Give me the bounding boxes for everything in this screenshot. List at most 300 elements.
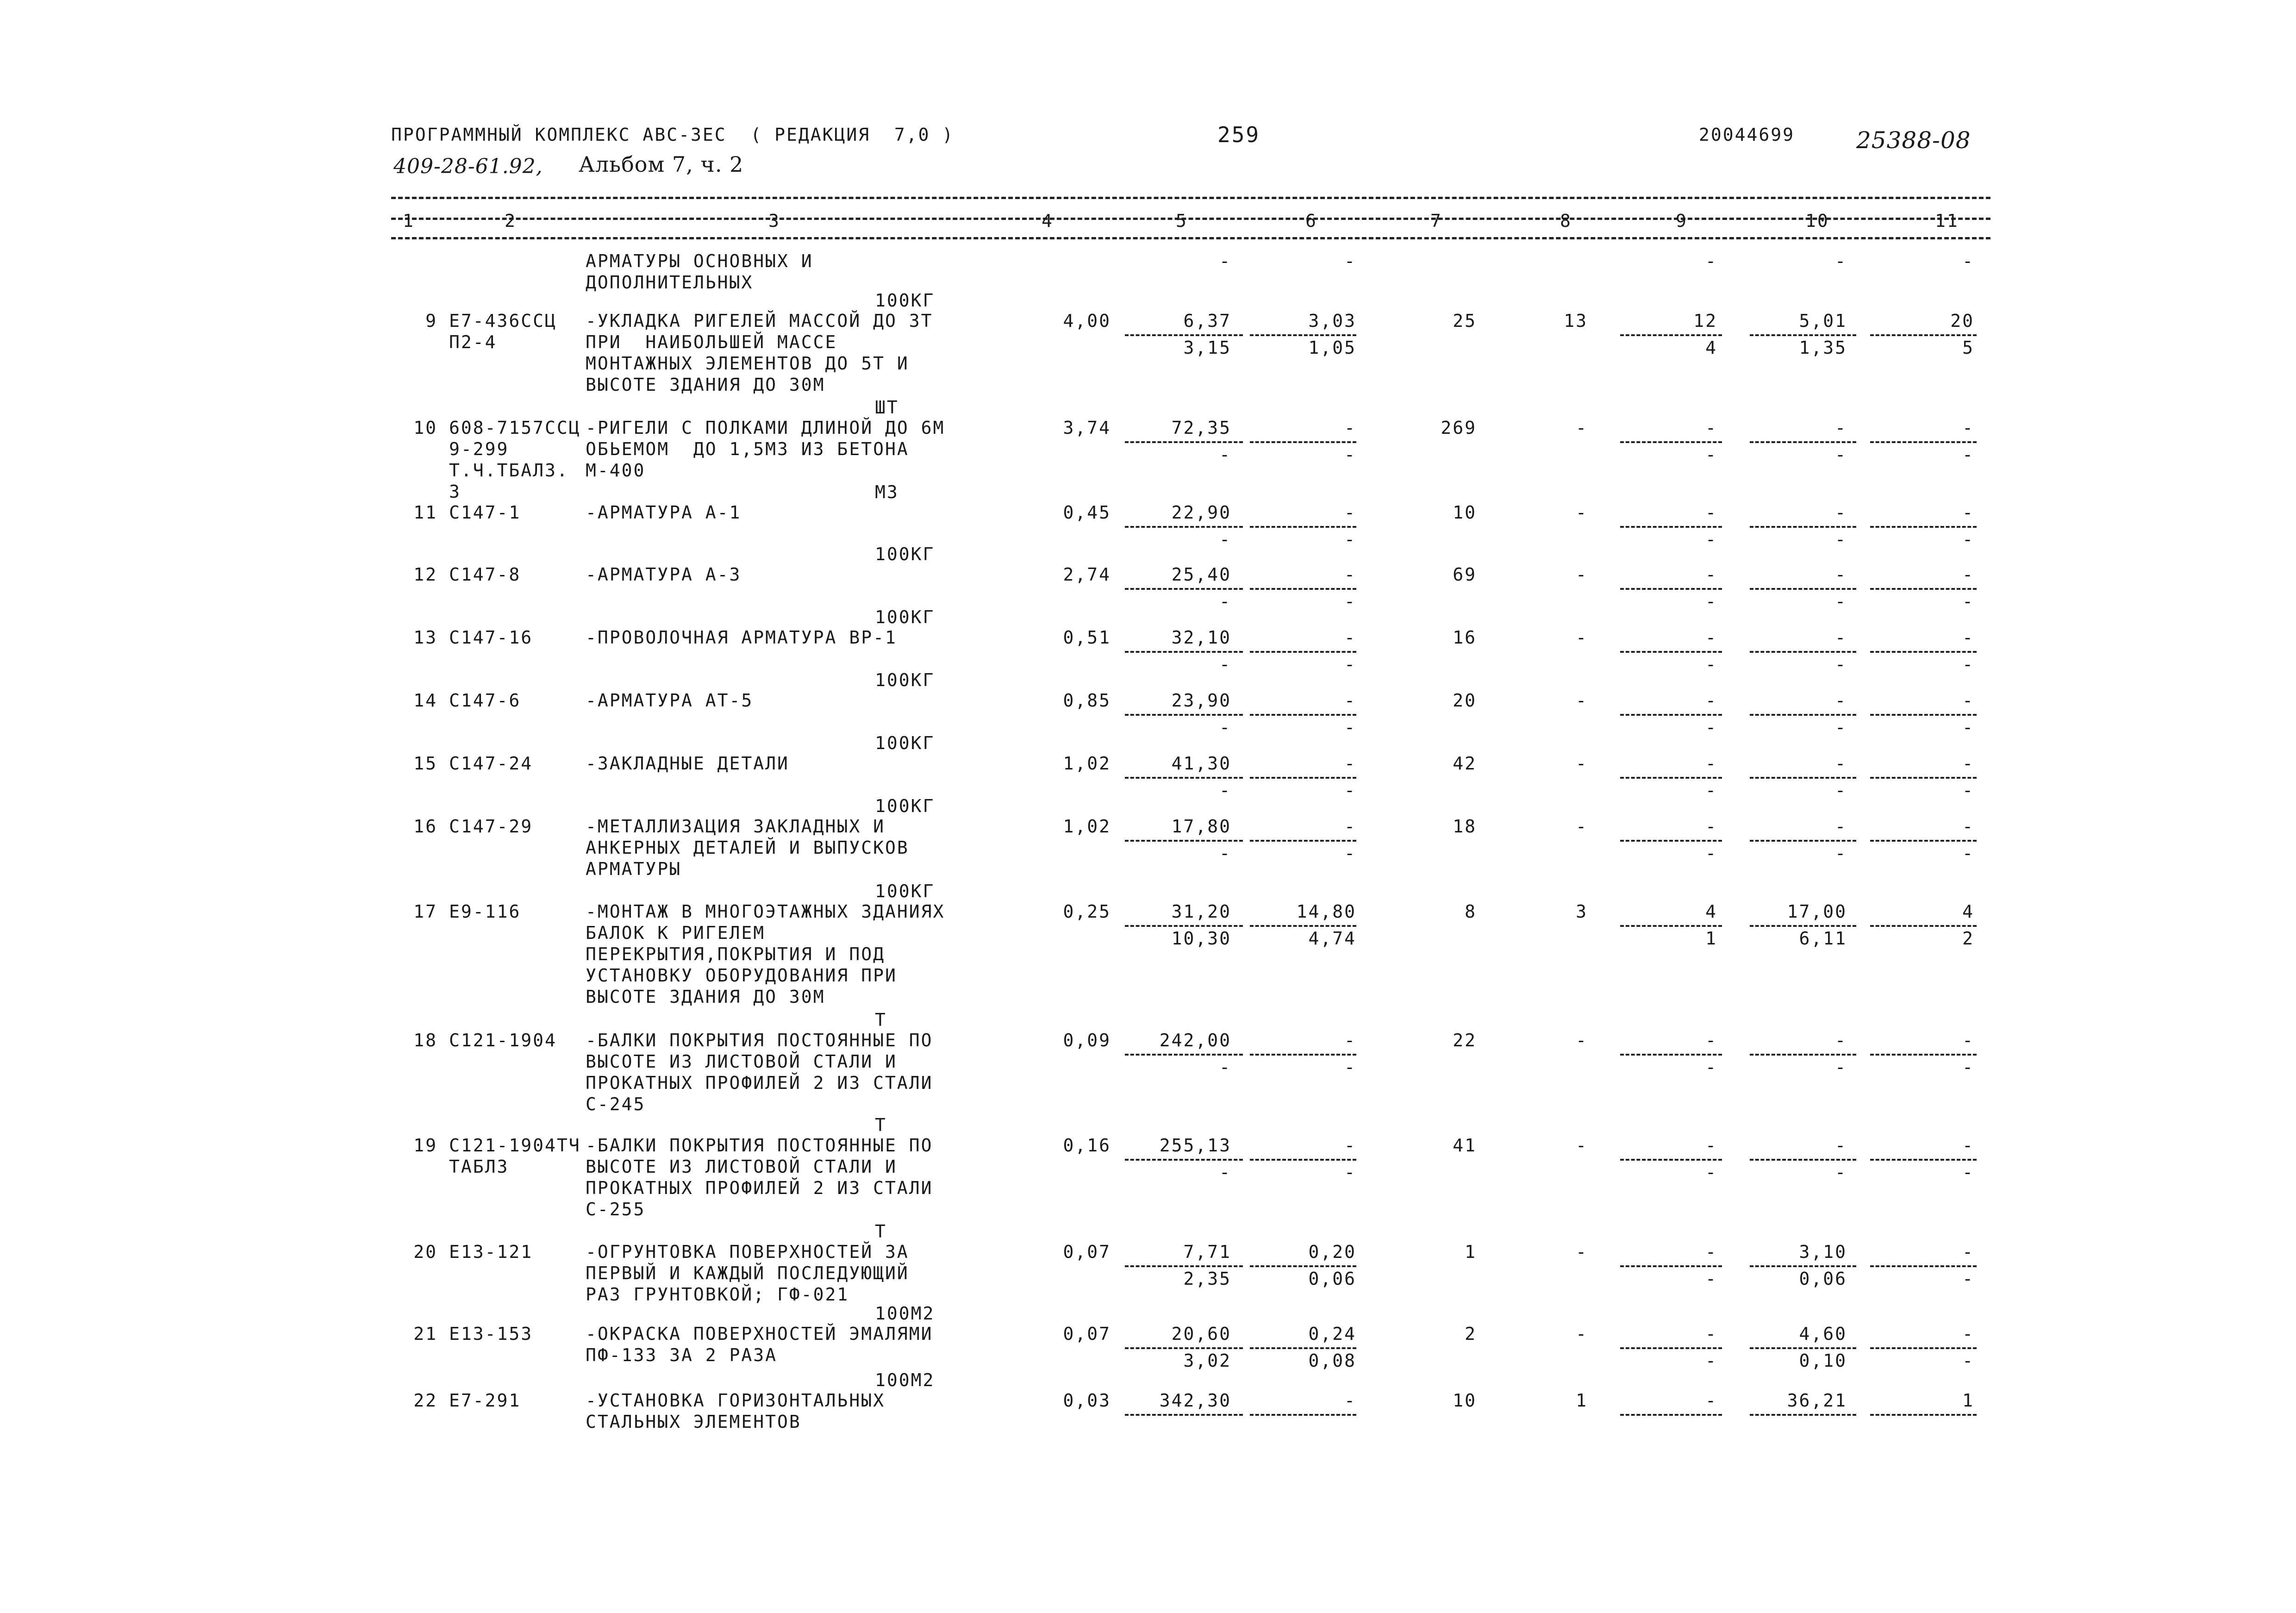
cell-col4: 0,85 <box>1063 690 1111 711</box>
cell-c10: 1,35 <box>1799 338 1847 358</box>
dashed-separator <box>1870 1054 1977 1056</box>
dashed-separator <box>1870 651 1977 653</box>
row-number: 9 <box>425 311 437 331</box>
dashed-separator <box>1620 334 1722 336</box>
norm-code: Е7-436ССЦ <box>449 311 557 331</box>
cell-c9: 4 <box>1705 901 1717 922</box>
cell-c9: - <box>1705 654 1717 675</box>
column-header: 2 <box>505 211 517 231</box>
description-line: -АРМАТУРА А-1 <box>586 502 742 523</box>
cell-col8: - <box>1576 1324 1588 1344</box>
cell-c11: - <box>1962 1135 1974 1156</box>
cell-c11: - <box>1962 1057 1974 1077</box>
dashed-separator <box>1125 1414 1243 1416</box>
dashed-separator <box>1620 1054 1722 1056</box>
cell-c10: - <box>1835 418 1847 438</box>
cell-c10: 0,10 <box>1799 1350 1847 1371</box>
dashed-separator <box>1620 441 1722 443</box>
cell-c10: - <box>1835 1162 1847 1182</box>
cell-c11: - <box>1962 753 1974 774</box>
page-number: 259 <box>1217 122 1260 147</box>
cell-c5: 22,90 <box>1171 502 1231 523</box>
cell-c6: - <box>1344 591 1356 612</box>
cell-col8: - <box>1576 502 1588 523</box>
column-header: 4 <box>1042 211 1054 231</box>
cell-c9: - <box>1705 690 1717 711</box>
description-line: М-400 <box>586 460 646 481</box>
cell-col4: 0,16 <box>1063 1135 1111 1156</box>
description-line: ОБЬЕМОМ ДО 1,5МЗ ИЗ БЕТОНА <box>586 439 909 459</box>
dashed-separator <box>1250 714 1356 716</box>
description-line: -МЕТАЛЛИЗАЦИЯ ЗАКЛАДНЫХ И <box>586 816 885 837</box>
dashed-separator <box>1125 1159 1243 1161</box>
cell-c9: - <box>1705 780 1717 800</box>
cell-c6: 14,80 <box>1296 901 1356 922</box>
dashed-separator <box>1750 1265 1856 1267</box>
cell-c5: - <box>1219 591 1231 612</box>
description-line: -УСТАНОВКА ГОРИЗОНТАЛЬНЫХ <box>586 1390 885 1411</box>
cell-c10: - <box>1835 1135 1847 1156</box>
cell-col7: 2 <box>1465 1324 1477 1344</box>
dashed-separator <box>1125 334 1243 336</box>
dashed-separator <box>1250 1414 1356 1416</box>
norm-code: Т.Ч.ТБАЛЗ. <box>449 460 569 481</box>
cell-c10: - <box>1835 444 1847 465</box>
unit-label: Т <box>875 1010 887 1030</box>
dashed-separator <box>1620 840 1722 842</box>
cell-c11: - <box>1962 843 1974 863</box>
header-bottom-rule <box>391 237 1990 239</box>
cell-c9: - <box>1705 251 1717 271</box>
dashed-separator <box>1250 526 1356 528</box>
description-line: С-245 <box>586 1094 646 1114</box>
dashed-separator <box>1750 1414 1856 1416</box>
dashed-separator <box>1870 840 1977 842</box>
cell-col8: - <box>1576 564 1588 585</box>
norm-code: С121-1904 <box>449 1030 557 1050</box>
cell-c9: - <box>1705 627 1717 648</box>
dashed-separator <box>1620 777 1722 779</box>
dashed-separator <box>1870 1159 1977 1161</box>
cell-c6: - <box>1344 1162 1356 1182</box>
dashed-separator <box>1620 588 1722 590</box>
cell-c10: - <box>1835 1057 1847 1077</box>
unit-label: 100КГ <box>875 881 935 901</box>
cell-col7: 69 <box>1453 564 1477 585</box>
cell-c5: 20,60 <box>1171 1324 1231 1344</box>
cell-c10: 5,01 <box>1799 311 1847 331</box>
cell-c10: 4,60 <box>1799 1324 1847 1344</box>
description-line: АНКЕРНЫХ ДЕТАЛЕЙ И ВЫПУСКОВ <box>586 838 909 858</box>
cell-c6: - <box>1344 502 1356 523</box>
column-header: 11 <box>1935 211 1959 231</box>
dashed-separator <box>1870 1347 1977 1349</box>
dashed-separator <box>1250 588 1356 590</box>
description-line: -ПРОВОЛОЧНАЯ АРМАТУРА ВР-1 <box>586 627 897 648</box>
cell-c9: - <box>1705 529 1717 550</box>
cell-c11: - <box>1962 1324 1974 1344</box>
header-divider-rule <box>391 218 1990 220</box>
cell-c11: - <box>1962 654 1974 675</box>
cell-c6: - <box>1344 780 1356 800</box>
cell-c11: - <box>1962 444 1974 465</box>
dashed-separator <box>1250 1265 1356 1267</box>
cell-c5: - <box>1219 529 1231 550</box>
dashed-separator <box>1750 588 1856 590</box>
cell-col8: 13 <box>1564 311 1588 331</box>
dashed-separator <box>1750 714 1856 716</box>
cell-c11: - <box>1962 529 1974 550</box>
unit-label: 100М2 <box>875 1370 935 1390</box>
dashed-separator <box>1750 1054 1856 1056</box>
description-line: -ЗАКЛАДНЫЕ ДЕТАЛИ <box>586 753 789 774</box>
dashed-separator <box>1125 714 1243 716</box>
dashed-separator <box>1620 1265 1722 1267</box>
dashed-separator <box>1620 1347 1722 1349</box>
dashed-separator <box>1620 925 1722 927</box>
row-number: 14 <box>413 690 437 711</box>
dashed-separator <box>1870 714 1977 716</box>
cell-c9: - <box>1705 1350 1717 1371</box>
cell-c10: - <box>1835 753 1847 774</box>
cell-c5: 31,20 <box>1171 901 1231 922</box>
row-number: 19 <box>413 1135 437 1156</box>
cell-col7: 16 <box>1453 627 1477 648</box>
description-line: ВЫСОТЕ ИЗ ЛИСТОВОЙ СТАЛИ И <box>586 1051 897 1072</box>
cell-col7: 22 <box>1453 1030 1477 1050</box>
cell-c11: 1 <box>1962 1390 1974 1411</box>
cell-c5: 6,37 <box>1183 311 1231 331</box>
cell-c6: 0,24 <box>1308 1324 1356 1344</box>
cell-col7: 42 <box>1453 753 1477 774</box>
row-number: 20 <box>413 1242 437 1262</box>
dashed-separator <box>1750 334 1856 336</box>
dashed-separator <box>1125 1054 1243 1056</box>
unit-label: 100КГ <box>875 670 935 690</box>
unit-label: МЗ <box>875 482 899 502</box>
cell-col4: 1,02 <box>1063 753 1111 774</box>
cell-col8: 1 <box>1576 1390 1588 1411</box>
cell-c9: - <box>1705 816 1717 837</box>
cell-c10: - <box>1835 816 1847 837</box>
norm-code: С147-8 <box>449 564 521 585</box>
cell-col4: 4,00 <box>1063 311 1111 331</box>
description-line: -БАЛКИ ПОКРЫТИЯ ПОСТОЯННЫЕ ПО <box>586 1135 933 1156</box>
norm-code: 608-7157ССЦ <box>449 418 581 438</box>
cell-c6: 0,06 <box>1308 1269 1356 1289</box>
norm-code: 9-299 <box>449 439 509 459</box>
cell-col7: 25 <box>1453 311 1477 331</box>
cell-c6: - <box>1344 843 1356 863</box>
cell-c9: - <box>1705 1324 1717 1344</box>
album-label: Альбом 7, ч. 2 <box>579 152 744 177</box>
cell-c10: - <box>1835 502 1847 523</box>
cell-c11: - <box>1962 816 1974 837</box>
cell-c9: 12 <box>1693 311 1717 331</box>
dashed-separator <box>1250 1159 1356 1161</box>
cell-col7: 10 <box>1453 1390 1477 1411</box>
cell-c5: 242,00 <box>1159 1030 1231 1050</box>
cell-c9: - <box>1705 1269 1717 1289</box>
cell-c6: - <box>1344 1390 1356 1411</box>
cell-c5: - <box>1219 843 1231 863</box>
description-line: -ОКРАСКА ПОВЕРХНОСТЕЙ ЭМАЛЯМИ <box>586 1324 933 1344</box>
unit-label: 100КГ <box>875 733 935 753</box>
description-line: СТАЛЬНЫХ ЭЛЕМЕНТОВ <box>586 1412 801 1432</box>
cell-c6: 0,08 <box>1308 1350 1356 1371</box>
unit-label: 100КГ <box>875 796 935 816</box>
cell-c5: 23,90 <box>1171 690 1231 711</box>
row-number: 18 <box>413 1030 437 1050</box>
norm-code: ТАБЛЗ <box>449 1157 509 1177</box>
cell-c5: 72,35 <box>1171 418 1231 438</box>
cell-c10: - <box>1835 591 1847 612</box>
norm-code: Е7-291 <box>449 1390 521 1411</box>
cell-c5: - <box>1219 1057 1231 1077</box>
norm-code: С147-6 <box>449 690 521 711</box>
row-number: 11 <box>413 502 437 523</box>
description-line: ПЕРВЫЙ И КАЖДЫЙ ПОСЛЕДУЮЩИЙ <box>586 1263 909 1283</box>
cell-c10: - <box>1835 780 1847 800</box>
dashed-separator <box>1250 1054 1356 1056</box>
cell-c6: - <box>1344 529 1356 550</box>
cell-c10: - <box>1835 627 1847 648</box>
description-line: ВЫСОТЕ ИЗ ЛИСТОВОЙ СТАЛИ И <box>586 1157 897 1177</box>
cell-c9: - <box>1705 1242 1717 1262</box>
row-number: 10 <box>413 418 437 438</box>
unit-label: 100М2 <box>875 1303 935 1324</box>
cell-c6: - <box>1344 564 1356 585</box>
cell-col4: 0,09 <box>1063 1030 1111 1050</box>
cell-c6: 4,74 <box>1308 928 1356 949</box>
dashed-separator <box>1750 651 1856 653</box>
cell-col4: 3,74 <box>1063 418 1111 438</box>
cell-col7: 8 <box>1465 901 1477 922</box>
cell-c6: - <box>1344 816 1356 837</box>
unit-label: 100КГ <box>875 544 935 564</box>
cell-c10: - <box>1835 564 1847 585</box>
unit-label: Т <box>875 1221 887 1242</box>
cell-c9: - <box>1705 444 1717 465</box>
dashed-separator <box>1750 925 1856 927</box>
dashed-separator <box>1750 840 1856 842</box>
description-line: АРМАТУРЫ <box>586 859 682 879</box>
cell-c11: - <box>1962 418 1974 438</box>
dashed-separator <box>1250 925 1356 927</box>
dashed-separator <box>1125 441 1243 443</box>
dashed-separator <box>1250 840 1356 842</box>
dashed-separator <box>1870 526 1977 528</box>
cell-c6: 1,05 <box>1308 338 1356 358</box>
dashed-separator <box>1125 1347 1243 1349</box>
cell-c11: - <box>1962 1269 1974 1289</box>
dashed-separator <box>1870 777 1977 779</box>
cell-c5: - <box>1219 717 1231 738</box>
cell-col8: - <box>1576 753 1588 774</box>
cell-c11: - <box>1962 690 1974 711</box>
column-header: 5 <box>1176 211 1188 231</box>
cell-col8: - <box>1576 816 1588 837</box>
cell-c5: 32,10 <box>1171 627 1231 648</box>
norm-code: Е13-153 <box>449 1324 533 1344</box>
cell-c10: 0,06 <box>1799 1269 1847 1289</box>
cell-c9: - <box>1705 1030 1717 1050</box>
unit-label: Т <box>875 1115 887 1135</box>
cell-c9: - <box>1705 1162 1717 1182</box>
cell-c9: - <box>1705 418 1717 438</box>
column-header: 1 <box>403 211 415 231</box>
column-header: 3 <box>768 211 780 231</box>
cell-c10: - <box>1835 529 1847 550</box>
dashed-separator <box>1250 1347 1356 1349</box>
column-header: 9 <box>1676 211 1688 231</box>
description-line: ПФ-133 ЗА 2 РАЗА <box>586 1345 778 1365</box>
cell-c10: - <box>1835 1030 1847 1050</box>
description-line: -АРМАТУРА А-3 <box>586 564 742 585</box>
cell-c11: - <box>1962 1162 1974 1182</box>
column-header: 6 <box>1305 211 1317 231</box>
cell-col7: 18 <box>1453 816 1477 837</box>
dashed-separator <box>1870 1265 1977 1267</box>
cell-c11: - <box>1962 1030 1974 1050</box>
description-line: -РИГЕЛИ С ПОЛКАМИ ДЛИНОЙ ДО 6М <box>586 418 945 438</box>
cell-col8: - <box>1576 1135 1588 1156</box>
project-ref: 409-28-61.92, <box>393 155 543 178</box>
cell-c5: 342,30 <box>1159 1390 1231 1411</box>
cell-col7: 41 <box>1453 1135 1477 1156</box>
cell-c10: 3,10 <box>1799 1242 1847 1262</box>
row-number: 16 <box>413 816 437 837</box>
dashed-separator <box>1870 441 1977 443</box>
cell-c11: - <box>1962 627 1974 648</box>
row-number: 17 <box>413 901 437 922</box>
cell-col4: 0,07 <box>1063 1242 1111 1262</box>
cell-c10: - <box>1835 843 1847 863</box>
column-header: 10 <box>1805 211 1829 231</box>
cell-c6: - <box>1344 444 1356 465</box>
cell-c9: - <box>1705 1057 1717 1077</box>
cell-col8: 3 <box>1576 901 1588 922</box>
cell-c5: - <box>1219 780 1231 800</box>
cell-c5: 3,02 <box>1183 1350 1231 1371</box>
cell-c6: - <box>1344 753 1356 774</box>
column-header: 7 <box>1430 211 1442 231</box>
cell-c6: - <box>1344 1135 1356 1156</box>
description-line: -АРМАТУРА АТ-5 <box>586 690 754 711</box>
row-number: 12 <box>413 564 437 585</box>
table-top-rule <box>391 197 1990 199</box>
cell-col7: 20 <box>1453 690 1477 711</box>
description-line: ПРИ НАИБОЛЬШЕЙ МАССЕ <box>586 332 837 352</box>
cell-col8: - <box>1576 1242 1588 1262</box>
dashed-separator <box>1125 925 1243 927</box>
cell-col4: 2,74 <box>1063 564 1111 585</box>
description-line: РАЗ ГРУНТОВКОЙ; ГФ-021 <box>586 1284 849 1305</box>
description-line: -МОНТАЖ В МНОГОЭТАЖНЫХ ЗДАНИЯХ <box>586 901 945 922</box>
cell-c5: - <box>1219 251 1231 271</box>
cell-c5: 17,80 <box>1171 816 1231 837</box>
row-number: 13 <box>413 627 437 648</box>
cell-col8: - <box>1576 627 1588 648</box>
cell-col7: 1 <box>1465 1242 1477 1262</box>
dashed-separator <box>1870 334 1977 336</box>
description-line: -ОГРУНТОВКА ПОВЕРХНОСТЕЙ ЗА <box>586 1242 909 1262</box>
cell-c9: - <box>1705 753 1717 774</box>
cell-c10: - <box>1835 717 1847 738</box>
cell-c5: 3,15 <box>1183 338 1231 358</box>
cell-col8: - <box>1576 418 1588 438</box>
unit-label: 100КГ <box>875 607 935 627</box>
cell-c9: - <box>1705 502 1717 523</box>
doc-number: 25388-08 <box>1856 127 1971 154</box>
description-line: ДОПОЛНИТЕЛЬНЫХ <box>586 272 754 293</box>
cell-col4: 0,25 <box>1063 901 1111 922</box>
cell-c5: 41,30 <box>1171 753 1231 774</box>
cell-c9: - <box>1705 591 1717 612</box>
description-line: ВЫСОТЕ ЗДАНИЯ ДО 30М <box>586 375 825 395</box>
cell-c9: - <box>1705 1390 1717 1411</box>
cell-c6: - <box>1344 654 1356 675</box>
cell-c6: - <box>1344 690 1356 711</box>
dashed-separator <box>1250 441 1356 443</box>
dashed-separator <box>1250 651 1356 653</box>
cell-col8: - <box>1576 1030 1588 1050</box>
dashed-separator <box>1620 526 1722 528</box>
description-line: МОНТАЖНЫХ ЭЛЕМЕНТОВ ДО 5Т И <box>586 353 909 374</box>
description-line: БАЛОК К РИГЕЛЕМ <box>586 923 766 943</box>
cell-c5: - <box>1219 654 1231 675</box>
cell-c11: - <box>1962 717 1974 738</box>
cell-c6: - <box>1344 717 1356 738</box>
cell-c9: - <box>1705 564 1717 585</box>
cell-c9: 4 <box>1705 338 1717 358</box>
norm-code: С147-29 <box>449 816 533 837</box>
norm-code: Е9-116 <box>449 901 521 922</box>
norm-code: П2-4 <box>449 332 497 352</box>
description-line: -БАЛКИ ПОКРЫТИЯ ПОСТОЯННЫЕ ПО <box>586 1030 933 1050</box>
description-line: С-255 <box>586 1199 646 1219</box>
cell-col4: 0,45 <box>1063 502 1111 523</box>
cell-c6: 0,20 <box>1308 1242 1356 1262</box>
cell-c11: 4 <box>1962 901 1974 922</box>
dashed-separator <box>1750 1347 1856 1349</box>
dashed-separator <box>1620 714 1722 716</box>
cell-c11: 2 <box>1962 928 1974 949</box>
program-title: ПРОГРАММНЫЙ КОМПЛЕКС АВС-ЗЕС ( РЕДАКЦИЯ 7,0 ) <box>391 125 955 145</box>
cell-col7: 10 <box>1453 502 1477 523</box>
description-line: ВЫСОТЕ ЗДАНИЯ ДО 30М <box>586 987 825 1007</box>
norm-code: С147-16 <box>449 627 533 648</box>
cell-c11: - <box>1962 502 1974 523</box>
cell-c5: - <box>1219 1162 1231 1182</box>
dashed-separator <box>1125 777 1243 779</box>
cell-col8: - <box>1576 690 1588 711</box>
cell-c6: - <box>1344 627 1356 648</box>
cell-c6: - <box>1344 251 1356 271</box>
dashed-separator <box>1870 588 1977 590</box>
dashed-separator <box>1870 925 1977 927</box>
cell-c6: 3,03 <box>1308 311 1356 331</box>
code-number: 20044699 <box>1699 125 1795 145</box>
dashed-separator <box>1125 588 1243 590</box>
cell-c11: - <box>1962 591 1974 612</box>
row-number: 21 <box>413 1324 437 1344</box>
cell-c9: - <box>1705 717 1717 738</box>
cell-c6: - <box>1344 1030 1356 1050</box>
row-number: 22 <box>413 1390 437 1411</box>
cell-c10: 17,00 <box>1787 901 1847 922</box>
cell-col7: 269 <box>1441 418 1477 438</box>
